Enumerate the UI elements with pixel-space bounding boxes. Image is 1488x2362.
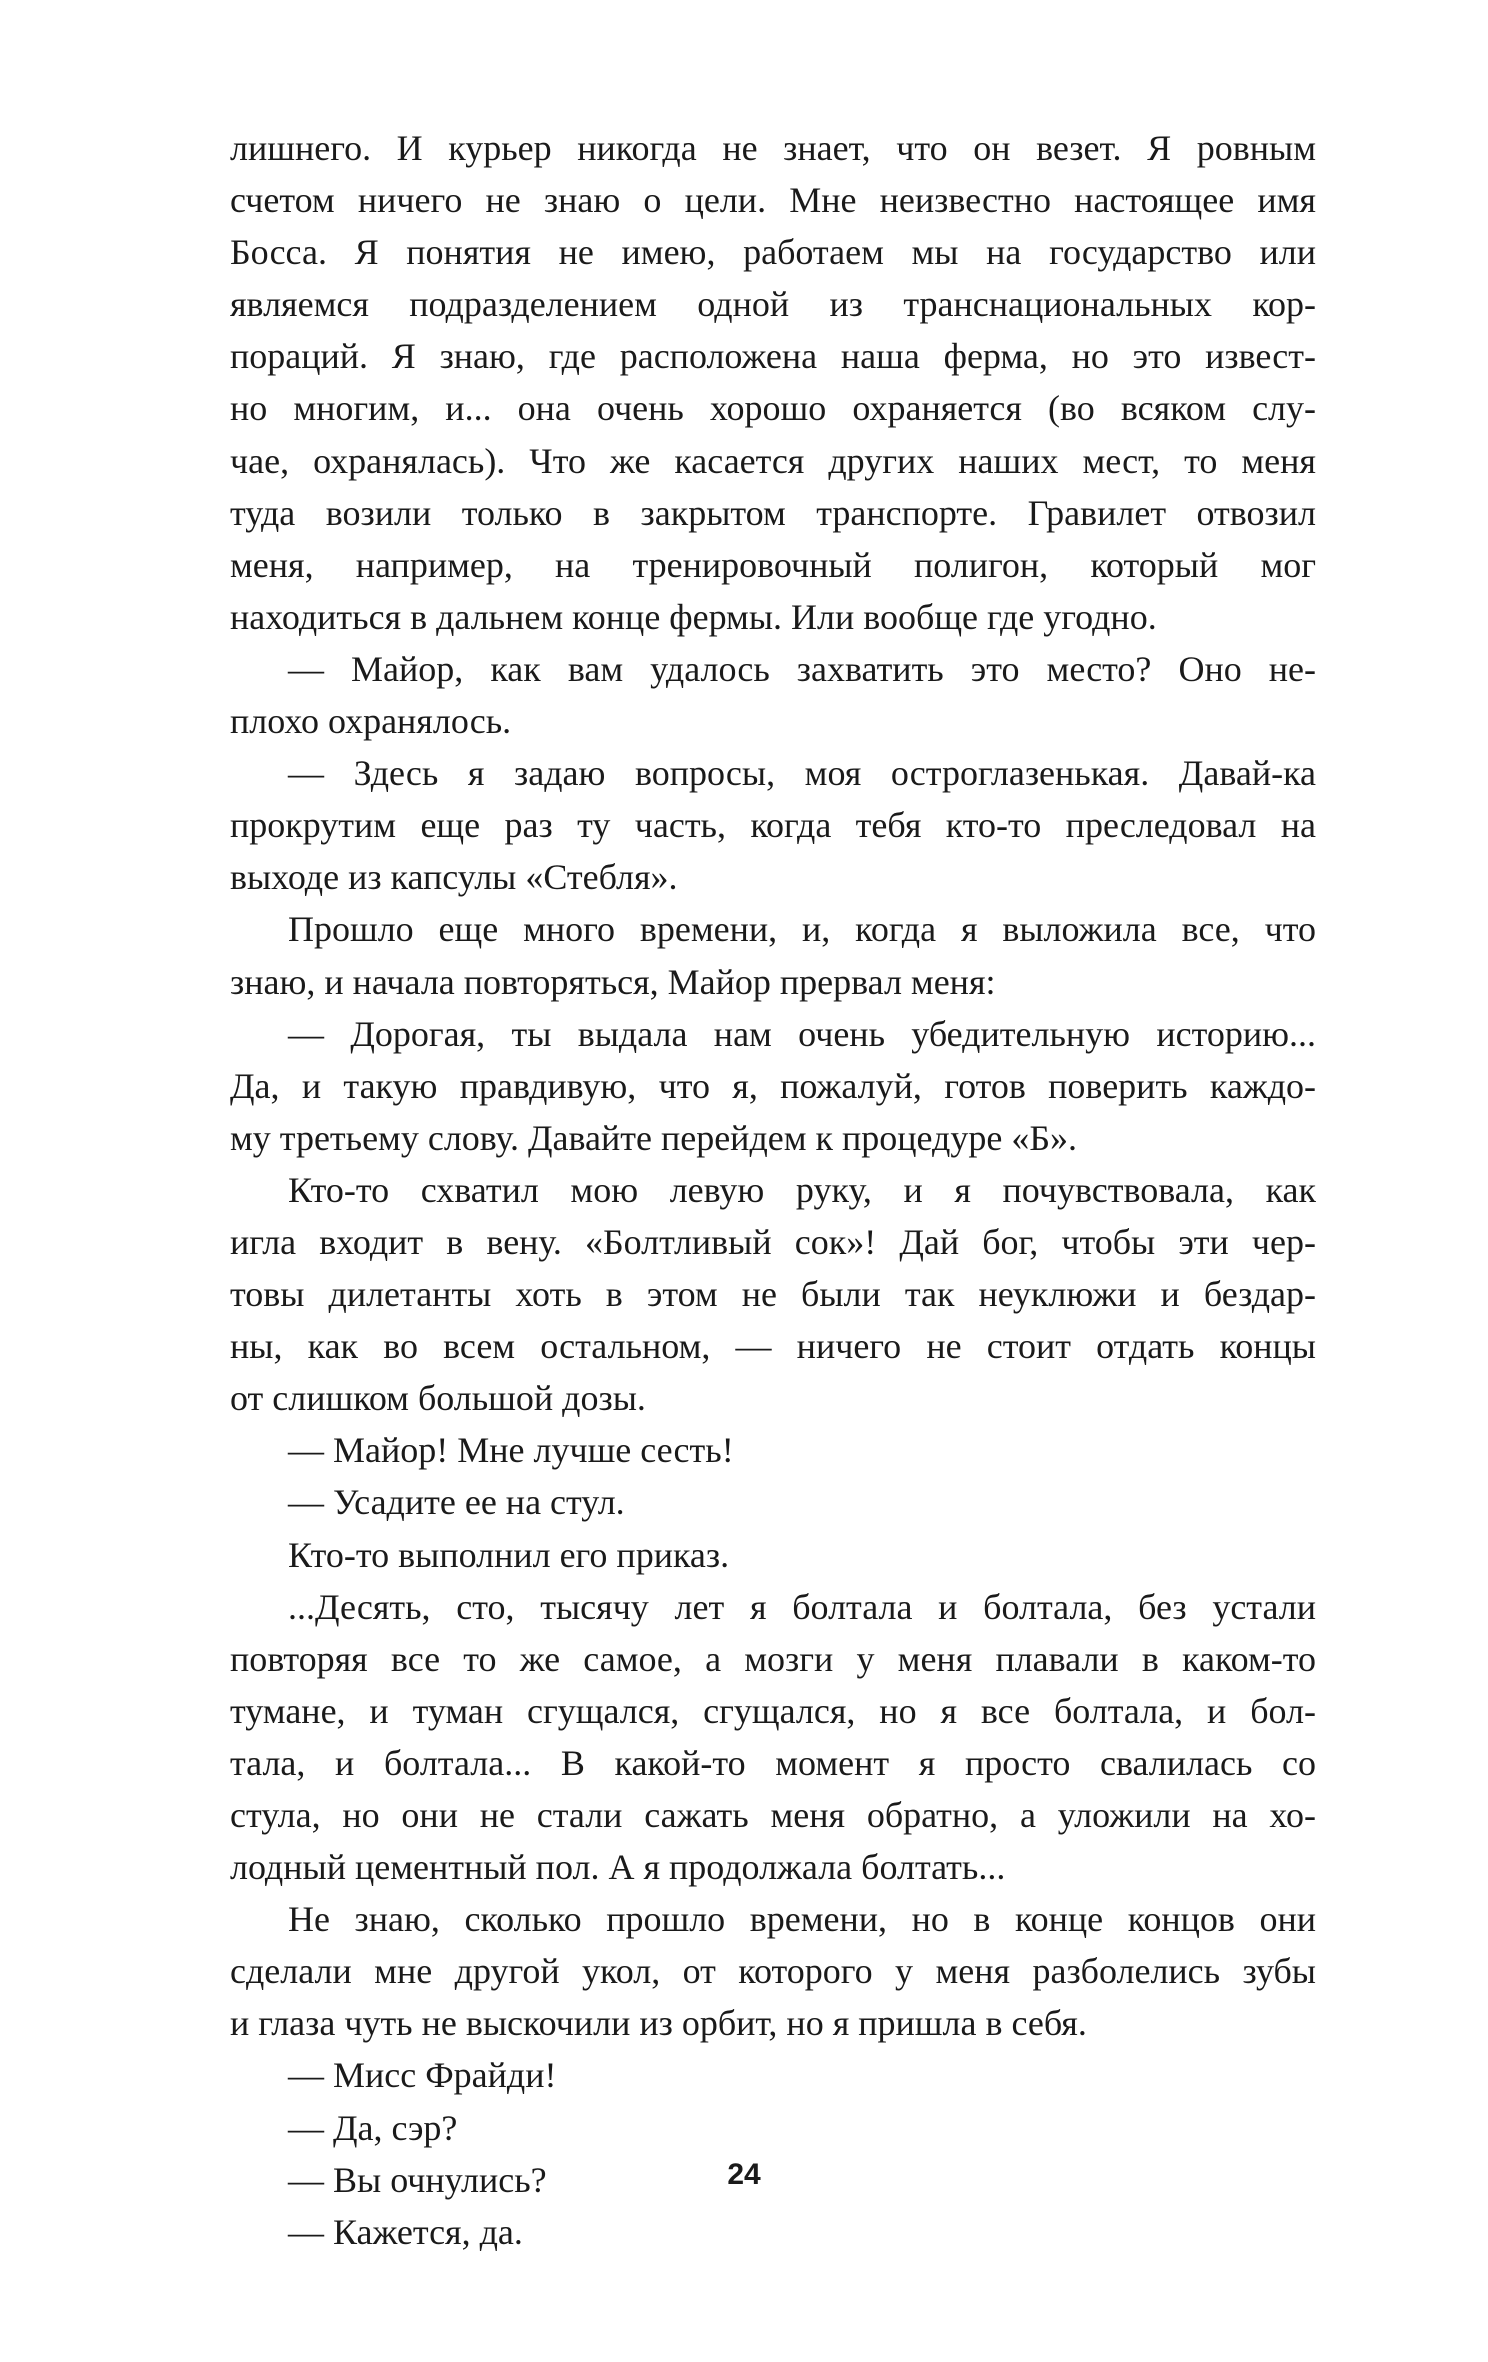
text-line: пораций. Я знаю, где расположена наша ферма, но это извест- (230, 336, 1316, 377)
text-line: Не знаю, сколько прошло времени, но в конце концов они (288, 1899, 1316, 1940)
text-line: му третьему слову. Давайте перейдем к процедуре «Б». (230, 1117, 1078, 1158)
text-line: Да, и такую правдивую, что я, пожалуй, готов поверить каждо- (230, 1065, 1316, 1106)
text-line: лодный цементный пол. А я продолжала болтать... (230, 1847, 1006, 1888)
text-line: находиться в дальнем конце фермы. Или вообще где угодно. (230, 596, 1157, 637)
text-line: тала, и болтала... В какой-то момент я просто свалилась со (230, 1742, 1316, 1783)
text-line: меня, например, на тренировочный полигон, который мог (230, 544, 1316, 585)
text-line: счетом ничего не знаю о цели. Мне неизвестно настоящее имя (230, 180, 1316, 221)
text-line: повторяя все то же самое, а мозги у меня плавали в каком-то (230, 1638, 1316, 1679)
text-line: — Усадите ее на стул. (288, 1482, 625, 1523)
text-line: игла входит в вену. «Болтливый сок»! Дай бог, чтобы эти чер- (230, 1221, 1316, 1262)
paragraph (172, 643, 1316, 747)
text-line: Кто-то выполнил его приказ. (288, 1534, 730, 1575)
paragraph (172, 1008, 1316, 1164)
text-line: стула, но они не стали сажать меня обратно, а уложили на хо- (230, 1795, 1316, 1835)
text-line: туда возили только в закрытом транспорте. Гравилет отвозил (230, 492, 1316, 533)
paragraph (172, 122, 1316, 643)
text-line: являемся подразделением одной из транснациональных кор- (230, 284, 1316, 325)
paragraph (172, 1164, 1316, 1424)
paragraph (172, 903, 1316, 1007)
text-line: Кто-то схватил мою левую руку, и я почувствовала, как (288, 1169, 1316, 1210)
text-line: выходе из капсулы «Стебля». (230, 857, 678, 898)
text-line: — Вы очнулись? (288, 2159, 547, 2200)
text-line: но многим, и... она очень хорошо охраняется (во всяком слу- (230, 388, 1316, 429)
paragraph (172, 1893, 1316, 2049)
paragraph (172, 2049, 1316, 2101)
text-line: сделали мне другой укол, от которого у меня разболелись зубы (230, 1951, 1316, 1992)
text-line: ны, как во всем остальном, — ничего не стоит отдать концы (230, 1326, 1316, 1367)
paragraph (172, 747, 1316, 903)
text-line: и глаза чуть не выскочили из орбит, но я пришла в себя. (230, 2003, 1087, 2044)
paragraph (172, 1529, 1316, 1581)
paragraph (172, 2102, 1316, 2154)
page-body-text (172, 122, 1316, 2258)
text-line: лишнего. И курьер никогда не знает, что он везет. Я ровным (230, 128, 1316, 168)
text-line: товы дилетанты хоть в этом не были так неуклюжи и бездар- (230, 1274, 1316, 1315)
text-line: плохо охранялось. (230, 701, 512, 742)
page-number: 24 (727, 2158, 761, 2191)
paragraph (172, 1424, 1316, 1476)
text-line: — Да, сэр? (288, 2107, 458, 2148)
text-line: — Мисс Фрайди! (288, 2055, 557, 2096)
text-line: — Кажется, да. (288, 2211, 523, 2252)
text-line: — Майор! Мне лучше сесть! (288, 1430, 734, 1471)
text-line: ...Десять, сто, тысячу лет я болтала и болтала, без устали (288, 1586, 1316, 1627)
text-line: — Здесь я задаю вопросы, моя остроглазенькая. Давай-ка (288, 753, 1316, 794)
paragraph (172, 1476, 1316, 1528)
text-line: от слишком большой дозы. (230, 1378, 646, 1419)
text-line: чае, охранялась). Что же касается других наших мест, то меня (230, 440, 1316, 481)
text-line: Босса. Я понятия не имею, работаем мы на государство или (230, 232, 1316, 273)
paragraph (172, 1581, 1316, 1894)
text-line: знаю, и начала повторяться, Майор прервал меня: (230, 961, 996, 1002)
text-line: тумане, и туман сгущался, сгущался, но я все болтала, и бол- (230, 1690, 1316, 1731)
text-line: Прошло еще много времени, и, когда я выложила все, что (288, 909, 1316, 950)
text-line: прокрутим еще раз ту часть, когда тебя кто-то преследовал на (230, 805, 1316, 846)
paragraph (172, 2206, 1316, 2258)
text-line: — Майор, как вам удалось захватить это место? Оно не- (288, 648, 1316, 689)
text-line: — Дорогая, ты выдала нам очень убедительную историю... (288, 1013, 1316, 1054)
